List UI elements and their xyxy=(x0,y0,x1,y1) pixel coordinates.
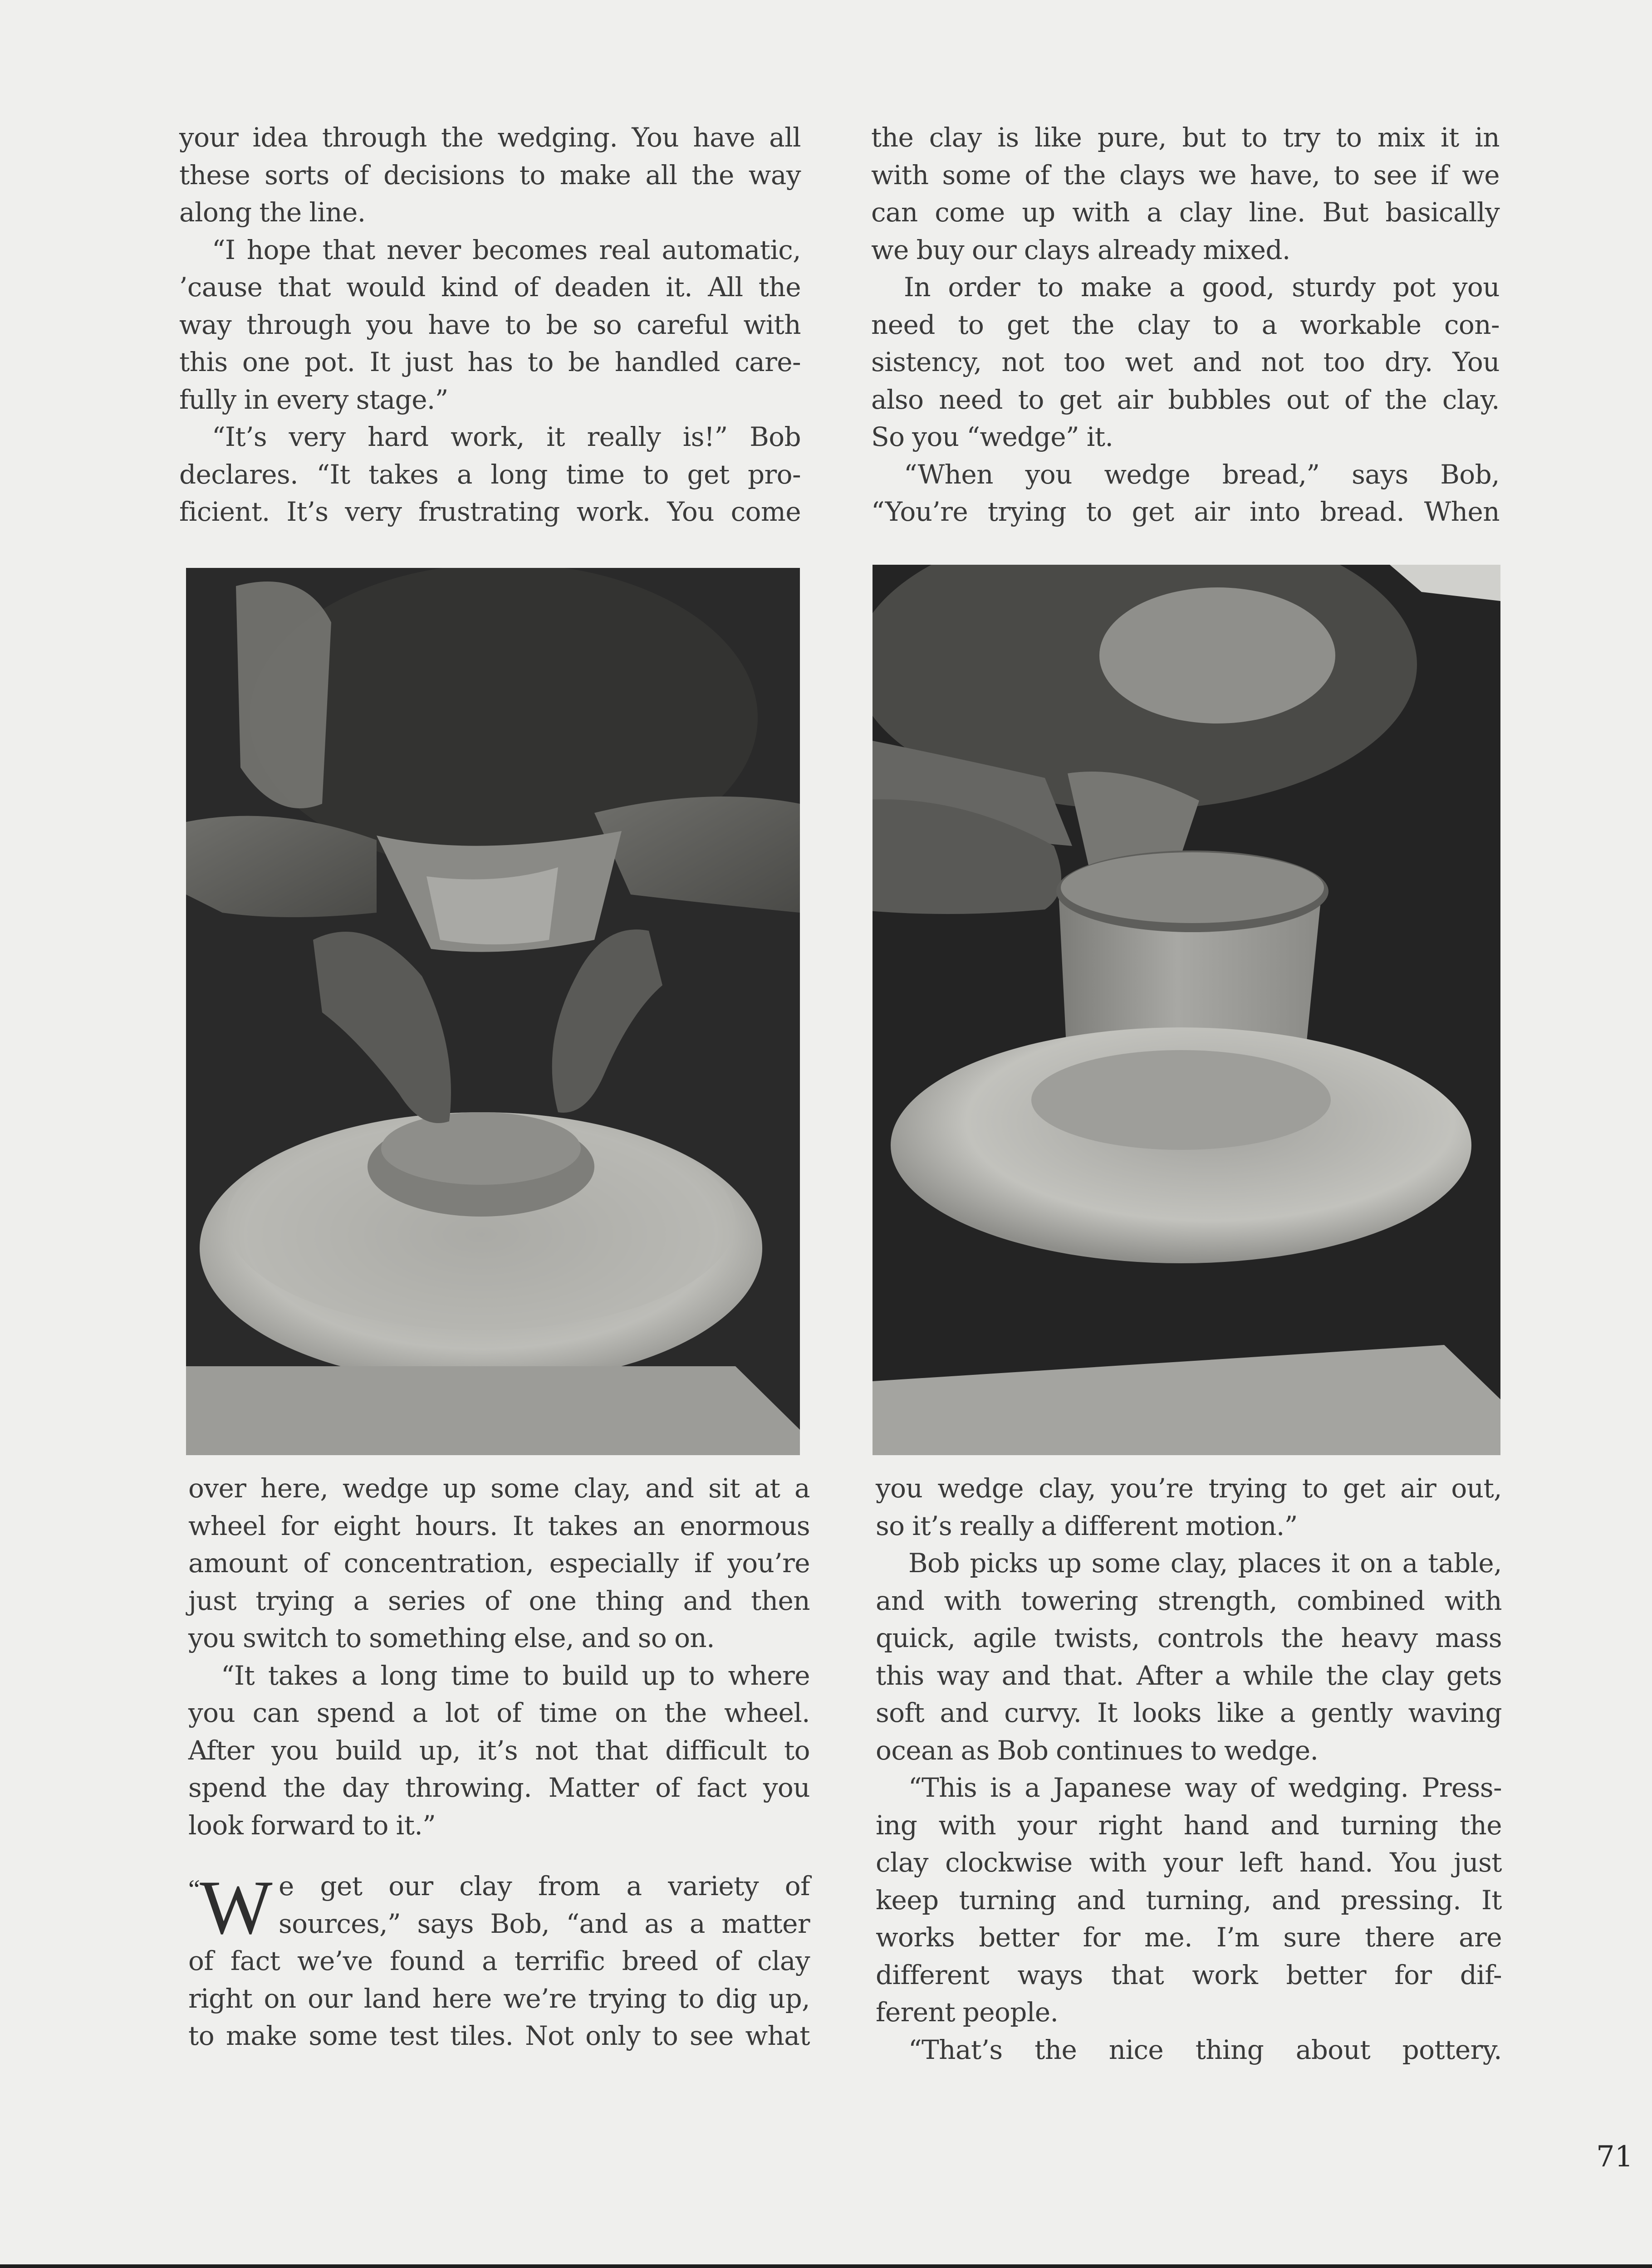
text-column-top-right xyxy=(871,119,1500,531)
text-line: of fact we’ve found a terrific breed of clay xyxy=(188,1945,810,1976)
text-line: Bob picks up some clay, places it on a table, xyxy=(908,1548,1502,1579)
text-line: these sorts of decisions to make all the way xyxy=(179,159,801,191)
text-line: “When you wedge bread,” says Bob, xyxy=(904,459,1500,490)
text-line: along the line. xyxy=(179,197,366,228)
section-gap xyxy=(188,1844,810,1867)
text-line: soft and curvy. It looks like a gently waving xyxy=(876,1697,1502,1728)
text-column-top-left xyxy=(179,119,801,531)
text-line: “That’s the nice thing about pottery. xyxy=(908,2034,1502,2065)
text-line: clay clockwise with your left hand. You just xyxy=(876,1847,1502,1878)
text-line: you can spend a lot of time on the wheel. xyxy=(188,1697,810,1728)
text-line: wheel for eight hours. It takes an enormous xyxy=(188,1510,810,1541)
text-line: So you “wedge” it. xyxy=(871,421,1113,452)
text-line: e get our clay from a variety of xyxy=(279,1871,810,1901)
text-line: works better for me. I’m sure there are xyxy=(876,1922,1502,1953)
text-line: over here, wedge up some clay, and sit at a xyxy=(188,1473,810,1504)
text-line: way through you have to be so careful with xyxy=(179,309,801,340)
text-line: fully in every stage.” xyxy=(179,384,448,415)
text-line: different ways that work better for dif- xyxy=(876,1959,1502,1990)
text-line: ing with your right hand and turning the xyxy=(876,1809,1502,1841)
text-column-bottom-left xyxy=(188,1470,810,2055)
text-line: quick, agile twists, controls the heavy mass xyxy=(876,1623,1502,1653)
photo-potter-centering-clay xyxy=(186,568,800,1455)
text-line: and with towering strength, combined with xyxy=(876,1585,1502,1616)
text-line: just trying a series of one thing and then xyxy=(188,1585,810,1616)
text-line: so it’s really a different motion.” xyxy=(876,1510,1298,1541)
text-line: we buy our clays already mixed. xyxy=(871,234,1290,265)
photo-left-image xyxy=(186,568,800,1455)
text-line: right on our land here we’re trying to dig up, xyxy=(188,1983,810,2014)
text-line: look forward to it.” xyxy=(188,1809,436,1841)
text-line: also need to get air bubbles out of the clay. xyxy=(871,384,1500,415)
text-column-bottom-right xyxy=(876,1470,1502,2068)
text-line: In order to make a good, sturdy pot you xyxy=(904,272,1500,303)
text-line: with some of the clays we have, to see if we xyxy=(871,159,1500,191)
dropcap xyxy=(188,1865,273,1950)
text-line: ’cause that would kind of deaden it. All the xyxy=(179,272,801,303)
photo-potter-shaping-pot xyxy=(854,565,1500,1455)
text-line: this way and that. After a while the clay gets xyxy=(876,1660,1502,1691)
text-line: sources,” says Bob, “and as a matter xyxy=(279,1908,810,1939)
text-line: “It’s very hard work, it really is!” Bob xyxy=(212,421,801,452)
text-line: “It takes a long time to build up to where xyxy=(221,1660,810,1691)
page-number: 71 xyxy=(1596,2140,1633,2174)
dropcap-open-quote: “ xyxy=(188,1874,200,1904)
text-line: the clay is like pure, but to try to mix it in xyxy=(871,122,1500,153)
text-line: can come up with a clay line. But basically xyxy=(871,197,1500,228)
text-line: your idea through the wedging. You have all xyxy=(179,122,801,153)
text-line: to make some test tiles. Not only to see what xyxy=(188,2020,810,2051)
text-line: sistency, not too wet and not too dry. You xyxy=(871,347,1500,377)
text-line: you switch to something else, and so on. xyxy=(188,1623,715,1653)
text-line: spend the day throwing. Matter of fact you xyxy=(188,1772,810,1803)
dropcap-letter: W xyxy=(200,1865,273,1950)
text-line: After you build up, it’s not that difficult to xyxy=(188,1735,810,1766)
page-bottom-edge xyxy=(0,2264,1652,2268)
text-line: ficient. It’s very frustrating work. You come xyxy=(179,496,801,527)
text-line: “You’re trying to get air into bread. When xyxy=(871,496,1500,527)
text-line: “I hope that never becomes real automatic, xyxy=(212,234,801,265)
text-line: amount of concentration, especially if you’re xyxy=(188,1548,810,1579)
text-line: keep turning and turning, and pressing. It xyxy=(876,1884,1502,1916)
text-line: you wedge clay, you’re trying to get air out, xyxy=(876,1473,1502,1504)
photo-right-image xyxy=(854,565,1500,1455)
dropcap-paragraph xyxy=(188,1867,810,2055)
text-line: this one pot. It just has to be handled care- xyxy=(179,347,801,377)
text-line: declares. “It takes a long time to get pro- xyxy=(179,459,801,490)
text-line: “This is a Japanese way of wedging. Press- xyxy=(908,1772,1502,1803)
text-line: ocean as Bob continues to wedge. xyxy=(876,1735,1319,1766)
text-line: need to get the clay to a workable con- xyxy=(871,309,1500,340)
text-line: ferent people. xyxy=(876,1997,1059,2028)
